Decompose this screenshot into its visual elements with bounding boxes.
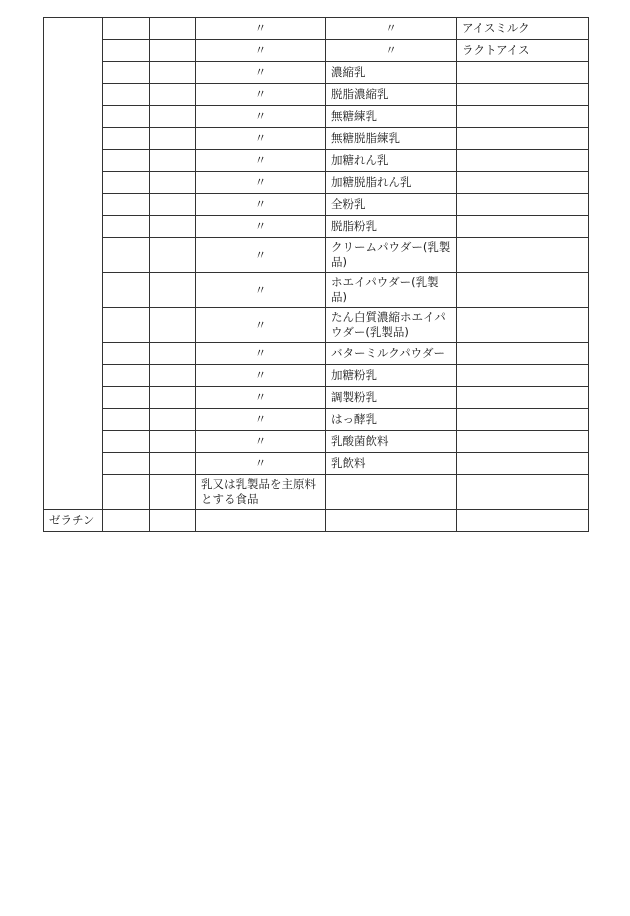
product-name-cell: 脱脂濃縮乳 <box>326 84 457 106</box>
table-row <box>44 40 589 62</box>
product-name-cell: 無糖練乳 <box>326 106 457 128</box>
table-row <box>44 387 589 409</box>
table-row <box>44 431 589 453</box>
table-cell <box>150 18 196 40</box>
ditto-cell: 〃 <box>196 194 326 216</box>
product-name-cell: 無糖脱脂練乳 <box>326 128 457 150</box>
table-row <box>44 194 589 216</box>
ditto-cell: 〃 <box>196 431 326 453</box>
table-cell <box>103 475 150 510</box>
ditto-cell: 〃 <box>196 150 326 172</box>
product-name-cell: クリームパウダー(乳製品) <box>326 238 457 273</box>
table-row <box>44 150 589 172</box>
table-cell <box>103 40 150 62</box>
table-cell <box>150 194 196 216</box>
table-cell <box>103 273 150 308</box>
table-cell <box>150 238 196 273</box>
table-row <box>44 343 589 365</box>
table-cell <box>150 150 196 172</box>
ditto-cell: 〃 <box>196 387 326 409</box>
ditto-cell: 〃 <box>196 40 326 62</box>
table-cell <box>150 273 196 308</box>
table-cell <box>150 453 196 475</box>
table-cell <box>150 106 196 128</box>
ditto-cell: 〃 <box>196 343 326 365</box>
table-cell <box>150 128 196 150</box>
ditto-cell: 〃 <box>196 216 326 238</box>
table-cell <box>150 172 196 194</box>
table-cell <box>150 365 196 387</box>
table-cell <box>103 343 150 365</box>
table-cell <box>150 308 196 343</box>
table-row <box>44 18 589 40</box>
ditto-cell: 〃 <box>196 18 326 40</box>
ditto-cell: 〃 <box>196 365 326 387</box>
table-cell <box>103 431 150 453</box>
ditto-cell: 〃 <box>326 40 457 62</box>
table-cell <box>457 387 589 409</box>
table-row <box>44 365 589 387</box>
product-name-cell: 加糖れん乳 <box>326 150 457 172</box>
table-cell <box>150 387 196 409</box>
ditto-cell: 〃 <box>196 128 326 150</box>
table-row <box>44 128 589 150</box>
ditto-cell: 〃 <box>196 84 326 106</box>
ditto-cell: 〃 <box>326 18 457 40</box>
table-cell <box>326 475 457 510</box>
table-cell <box>103 365 150 387</box>
table-row <box>44 308 589 343</box>
table-cell <box>103 62 150 84</box>
table-cell <box>457 365 589 387</box>
table-cell <box>103 194 150 216</box>
table-row <box>44 106 589 128</box>
table-cell <box>457 62 589 84</box>
product-name-cell: 乳酸菌飲料 <box>326 431 457 453</box>
table-cell <box>457 431 589 453</box>
table-row <box>44 216 589 238</box>
table-cell <box>150 216 196 238</box>
table-row <box>44 273 589 308</box>
product-name-cell: ラクトアイス <box>457 40 589 62</box>
product-name-cell: 全粉乳 <box>326 194 457 216</box>
table-cell <box>457 150 589 172</box>
table-cell <box>457 172 589 194</box>
table-row <box>44 475 589 510</box>
table-cell <box>457 453 589 475</box>
table-cell <box>103 128 150 150</box>
table-row <box>44 84 589 106</box>
ditto-cell: 〃 <box>196 62 326 84</box>
table-cell <box>457 128 589 150</box>
table-cell <box>196 510 326 532</box>
product-name-cell: 加糖脱脂れん乳 <box>326 172 457 194</box>
table-body <box>44 18 589 532</box>
table-cell <box>457 343 589 365</box>
table-cell <box>150 431 196 453</box>
category-cell-continued <box>44 18 103 510</box>
allergen-name-cell: ゼラチン <box>44 510 103 532</box>
ditto-cell: 〃 <box>196 172 326 194</box>
table-cell <box>103 18 150 40</box>
table-cell <box>457 510 589 532</box>
table-cell <box>150 475 196 510</box>
table-row <box>44 238 589 273</box>
table-cell <box>457 273 589 308</box>
table-cell <box>103 172 150 194</box>
product-name-cell: 乳飲料 <box>326 453 457 475</box>
product-name-cell: 脱脂粉乳 <box>326 216 457 238</box>
table-cell <box>103 238 150 273</box>
table-cell <box>150 40 196 62</box>
table-cell <box>326 510 457 532</box>
table-cell <box>457 308 589 343</box>
ditto-cell: 〃 <box>196 453 326 475</box>
table-cell <box>457 194 589 216</box>
ditto-cell: 〃 <box>196 238 326 273</box>
table-cell <box>103 387 150 409</box>
table-cell <box>103 308 150 343</box>
product-name-cell: 加糖粉乳 <box>326 365 457 387</box>
table-cell <box>103 150 150 172</box>
product-name-cell: バターミルクパウダー <box>326 343 457 365</box>
product-name-cell: ホエイパウダー(乳製品) <box>326 273 457 308</box>
table-cell <box>103 453 150 475</box>
table-cell <box>150 510 196 532</box>
food-category-cell: 乳又は乳製品を主原料とする食品 <box>196 475 326 510</box>
product-name-cell: 濃縮乳 <box>326 62 457 84</box>
product-name-cell: 調製粉乳 <box>326 387 457 409</box>
table-cell <box>457 409 589 431</box>
table-cell <box>103 106 150 128</box>
table-cell <box>150 343 196 365</box>
ditto-cell: 〃 <box>196 409 326 431</box>
product-name-cell: はっ酵乳 <box>326 409 457 431</box>
table-cell <box>457 216 589 238</box>
table-cell <box>150 409 196 431</box>
product-name-cell: たん白質濃縮ホエイパウダー(乳製品) <box>326 308 457 343</box>
table-cell <box>103 216 150 238</box>
ditto-cell: 〃 <box>196 106 326 128</box>
table-cell <box>457 84 589 106</box>
gelatin-row <box>44 510 589 532</box>
ditto-cell: 〃 <box>196 308 326 343</box>
table-cell <box>150 84 196 106</box>
allergen-table <box>43 17 589 532</box>
ditto-cell: 〃 <box>196 273 326 308</box>
table-row <box>44 453 589 475</box>
table-row <box>44 409 589 431</box>
table-cell <box>457 106 589 128</box>
table-cell <box>103 409 150 431</box>
table-row <box>44 172 589 194</box>
table-cell <box>457 475 589 510</box>
table-cell <box>103 510 150 532</box>
table-cell <box>457 238 589 273</box>
product-name-cell: アイスミルク <box>457 18 589 40</box>
table-cell <box>103 84 150 106</box>
table-row <box>44 62 589 84</box>
table-cell <box>150 62 196 84</box>
